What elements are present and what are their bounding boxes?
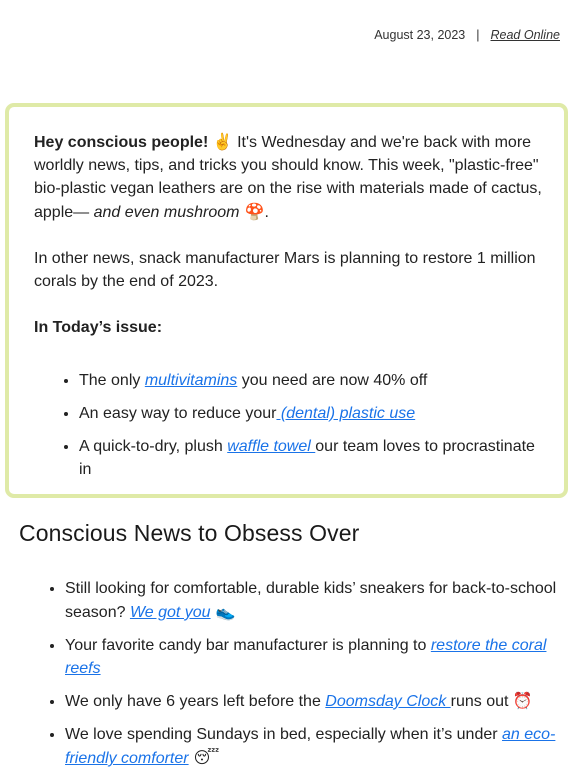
sneaker-icon: 👟 <box>210 602 236 621</box>
doomsday-clock-link[interactable]: Doomsday Clock <box>325 693 451 710</box>
intro-box <box>5 103 568 498</box>
list-item <box>65 690 580 713</box>
intro-period: . <box>264 204 269 221</box>
item-text: Your favorite candy bar manufacturer is planning to <box>65 637 431 654</box>
item-text: The only <box>79 372 145 389</box>
list-item <box>79 402 542 425</box>
news-paragraph: In other news, snack manufacturer Mars is planning to restore 1 million corals by the end of 2023. <box>34 250 536 290</box>
issue-heading-text: In Today’s issue: <box>34 319 163 336</box>
item-text: our team loves to procrastinate in <box>79 438 535 478</box>
list-item <box>79 435 542 481</box>
item-text: A quick-to-dry, plush <box>79 438 228 455</box>
dental-plastic-link[interactable]: (dental) plastic use <box>276 405 416 422</box>
section-title: Conscious News to Obsess Over <box>19 520 360 546</box>
item-text: you need are now 40% off <box>237 372 428 389</box>
multivitamins-link[interactable]: multivitamins <box>144 372 238 389</box>
we-got-you-link[interactable]: We got you <box>129 604 211 621</box>
issue-list <box>34 369 542 481</box>
alarm-clock-icon: runs out ⏰ <box>450 693 533 710</box>
sleeping-face-icon: 😴 <box>188 748 220 767</box>
item-text: An easy way to reduce your <box>79 405 277 422</box>
greeting: Hey conscious people! ✌️ <box>34 134 233 151</box>
intro-paragraph <box>34 131 542 224</box>
list-item <box>79 369 542 392</box>
comforter-link[interactable]: an eco-friendly comforter <box>65 726 556 767</box>
issue-date: August 23, 2023 <box>374 28 466 42</box>
item-text: Still looking for comfortable, durable kids’ sneakers for back-to-school season? <box>65 580 557 621</box>
coral-reefs-link[interactable]: restore the coral reefs <box>65 637 547 677</box>
list-item <box>65 634 580 680</box>
header-separator: | <box>476 28 480 42</box>
mushroom-icon: 🍄 <box>239 202 265 221</box>
waffle-towel-link[interactable]: waffle towel <box>227 438 316 455</box>
item-text: We only have 6 years left before the <box>65 693 326 710</box>
header-bar <box>374 28 560 42</box>
list-item <box>65 723 580 770</box>
intro-emphasis: and even mushroom <box>93 204 240 221</box>
list-item <box>65 577 580 624</box>
intro-text: It's Wednesday and we're back with more worldly news, tips, and tricks you should know. This week, "plastic-free" bio-plastic vegan leathers are on the rise with materials made of cactus, apple— <box>34 134 542 221</box>
read-online-link[interactable]: Read Online <box>490 28 560 42</box>
issue-heading <box>34 316 542 339</box>
item-text: We love spending Sundays in bed, especially when it’s under <box>65 726 503 743</box>
news-list <box>20 577 580 780</box>
